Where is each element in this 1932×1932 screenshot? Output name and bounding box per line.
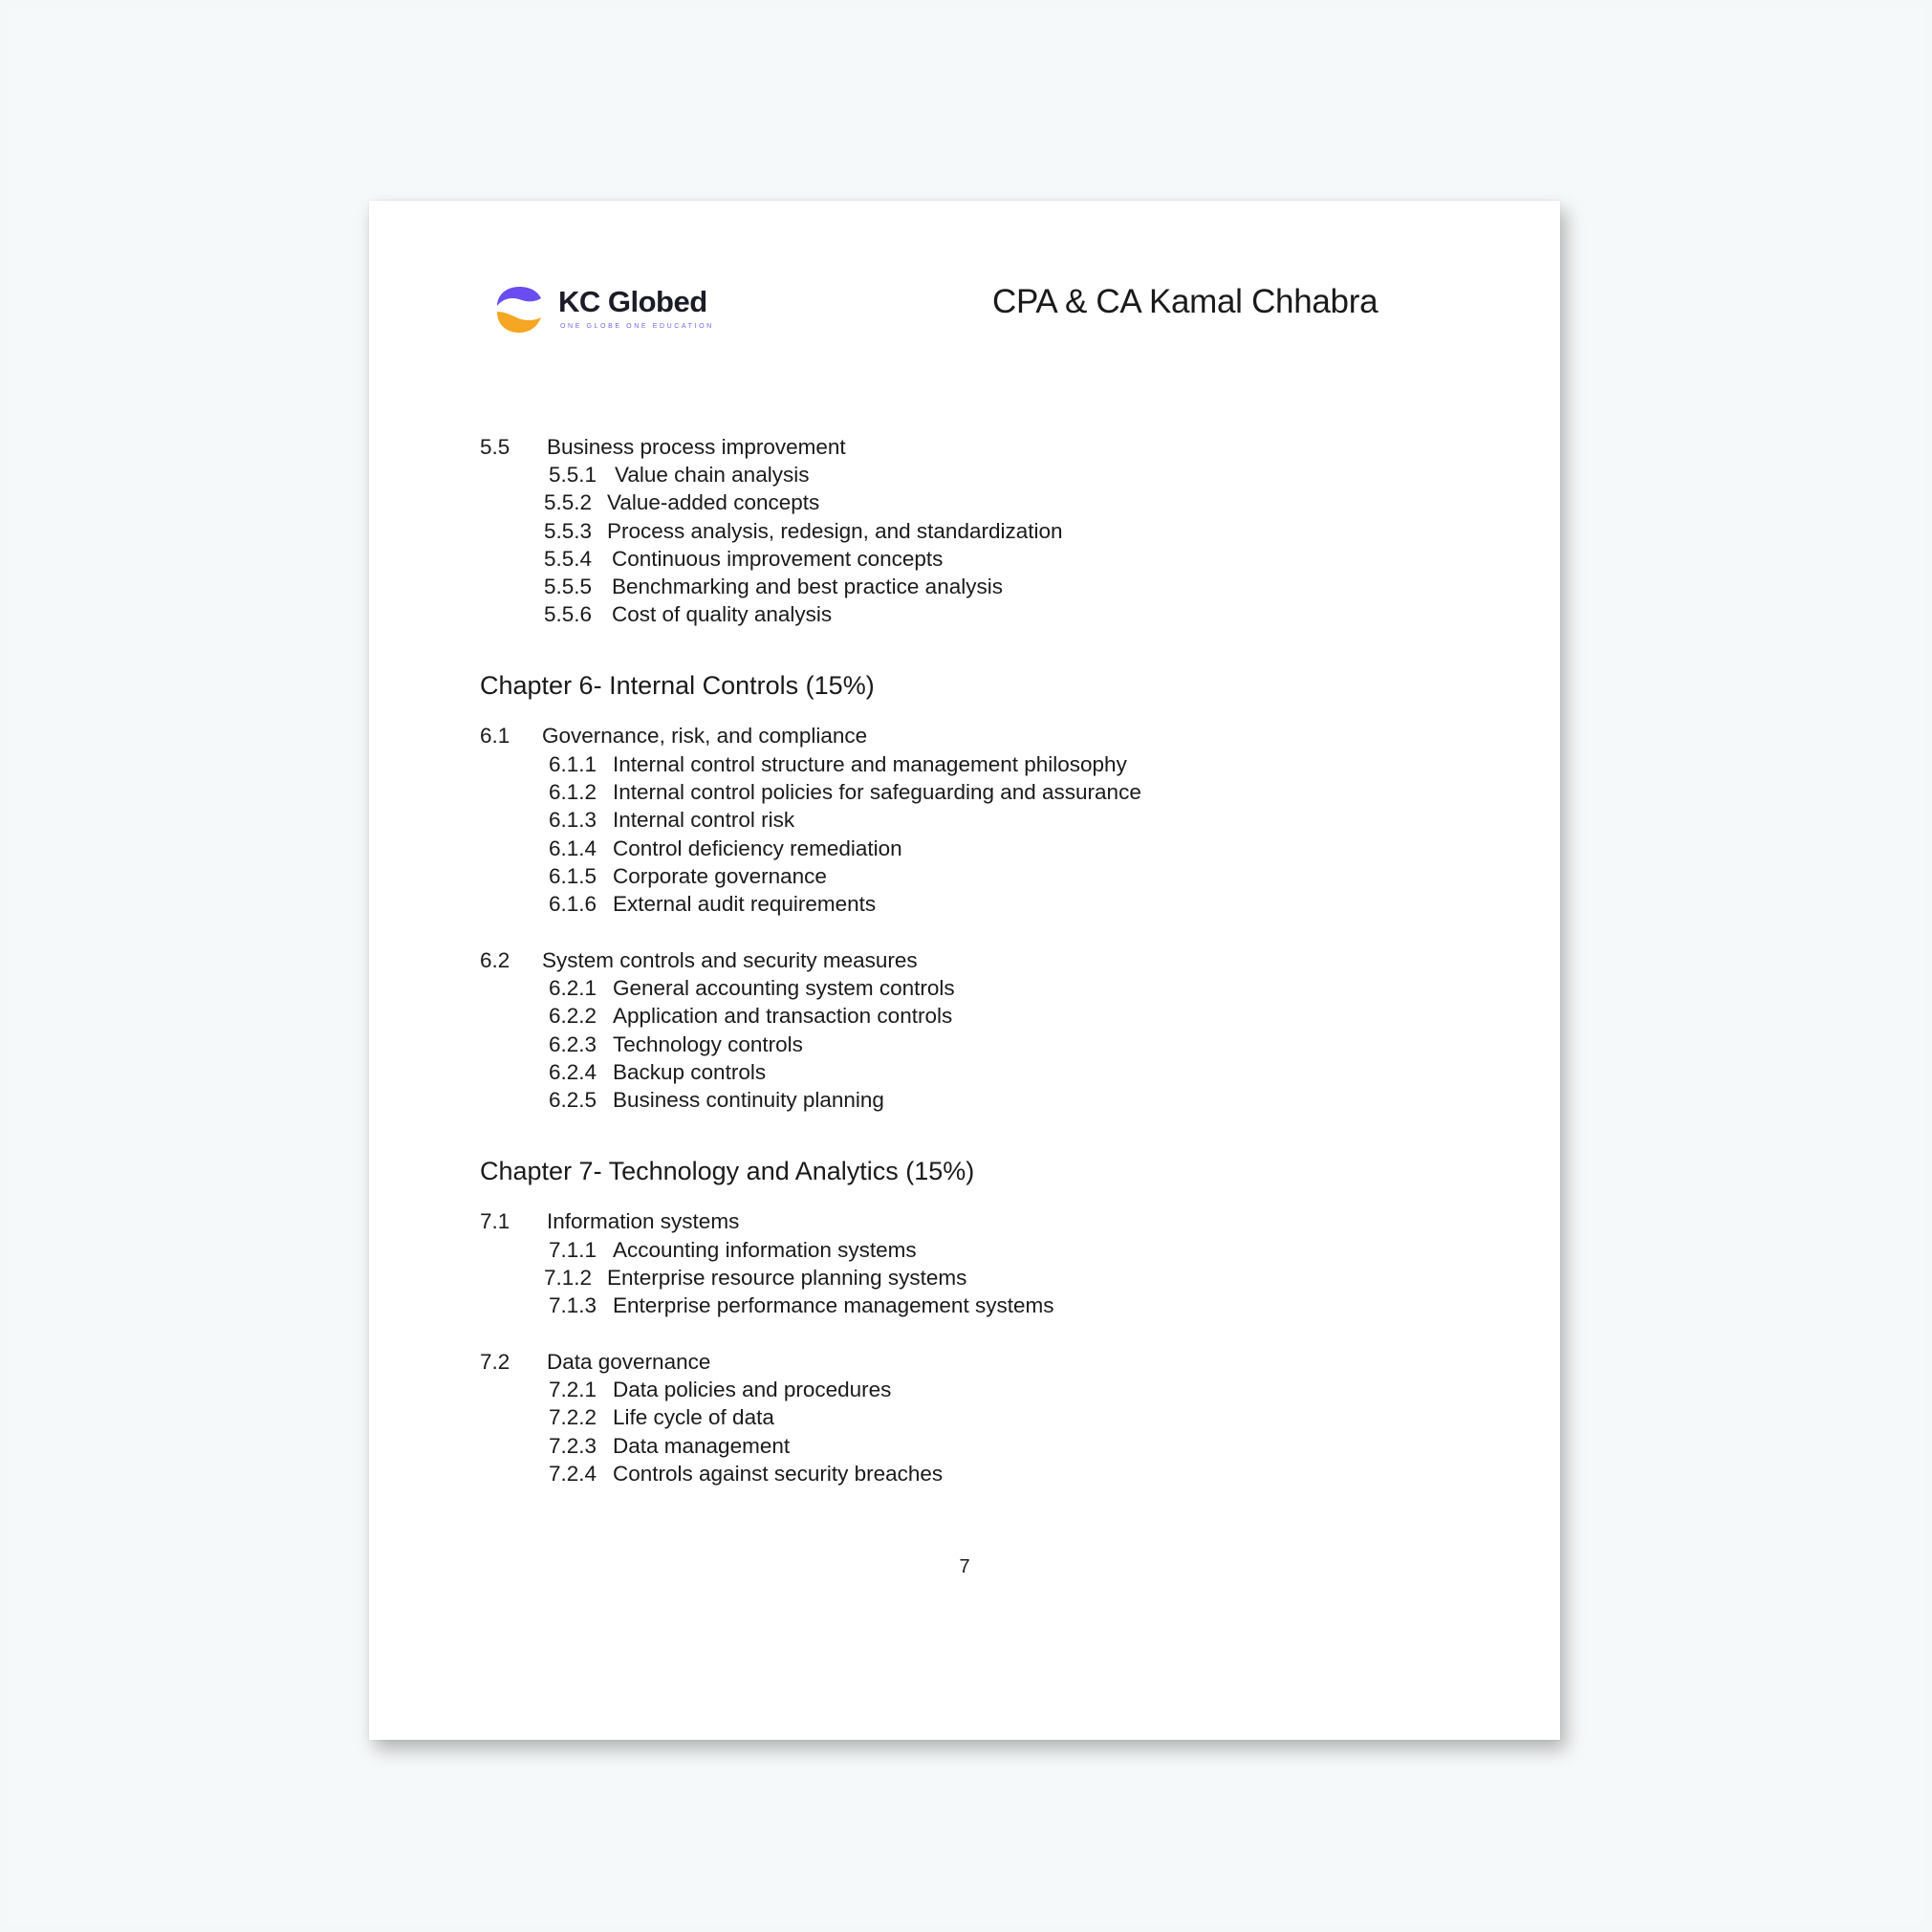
subsection-number: 6.2.5	[549, 1088, 597, 1112]
subsection-title: Internal control structure and management philosophy	[613, 752, 1127, 776]
subsection-number: 7.2.3	[549, 1434, 597, 1458]
logo-tagline: ONE GLOBE ONE EDUCATION	[560, 323, 714, 330]
author-name: CPA & CA Kamal Chhabra	[992, 283, 1378, 320]
background	[8, 8, 1924, 1924]
subsection-title: Internal control policies for safeguarding and assurance	[613, 780, 1141, 804]
subsection-number: 5.5.6	[544, 602, 593, 626]
subsection-title: Life cycle of data	[613, 1405, 774, 1429]
subsection-number: 6.1.3	[549, 808, 597, 832]
subsection-number: 6.1.6	[549, 892, 597, 916]
section-title: Data governance	[547, 1350, 711, 1374]
section-title: Business process improvement	[547, 435, 846, 459]
subsection-number: 7.2.2	[549, 1405, 597, 1429]
logo-name: KC Globed	[558, 285, 707, 318]
section-number: 7.2	[480, 1350, 510, 1374]
subsection-number: 6.2.4	[549, 1060, 597, 1084]
subsection-title: Enterprise performance management systems	[613, 1293, 1054, 1317]
subsection-number: 5.5.2	[544, 490, 593, 514]
subsection-title: Controls against security breaches	[613, 1462, 944, 1486]
subsection-title: Value chain analysis	[615, 463, 810, 487]
subsection-title: Data policies and procedures	[613, 1378, 892, 1401]
subsection-number: 6.2.3	[549, 1032, 597, 1056]
subsection-title: Benchmarking and best practice analysis	[612, 575, 1003, 598]
subsection-number: 6.1.2	[549, 780, 597, 804]
subsection-title: Business continuity planning	[613, 1088, 884, 1112]
subsection-title: Cost of quality analysis	[612, 602, 833, 626]
subsection-number: 7.2.1	[549, 1378, 597, 1401]
section-number: 5.5	[480, 435, 510, 459]
section-title: Information systems	[547, 1209, 740, 1233]
subsection-title: Technology controls	[613, 1032, 803, 1056]
subsection-number: 5.5.3	[544, 519, 593, 543]
subsection-title: Internal control risk	[613, 808, 795, 832]
subsection-number: 5.5.4	[544, 547, 593, 571]
subsection-title: Accounting information systems	[613, 1238, 917, 1262]
subsection-title: Backup controls	[613, 1060, 767, 1084]
chapter-7-heading: Chapter 7- Technology and Analytics (15%)	[480, 1157, 975, 1185]
subsection-number: 6.1.5	[549, 864, 597, 888]
subsection-title: Continuous improvement concepts	[612, 547, 944, 571]
subsection-title: General accounting system controls	[613, 976, 955, 1000]
page-number: 7	[959, 1556, 970, 1577]
subsection-title: Data management	[613, 1434, 791, 1458]
subsection-title: External audit requirements	[613, 892, 877, 916]
subsection-number: 6.2.1	[549, 976, 597, 1000]
subsection-title: Control deficiency remediation	[613, 836, 902, 860]
subsection-title: Enterprise resource planning systems	[607, 1266, 967, 1290]
subsection-title: Application and transaction controls	[613, 1004, 953, 1028]
subsection-number: 6.1.4	[549, 836, 597, 860]
document-page	[369, 201, 1560, 1740]
subsection-number: 6.1.1	[549, 752, 597, 776]
subsection-number: 7.1.1	[549, 1238, 597, 1262]
subsection-title: Corporate governance	[613, 864, 827, 888]
chapter-6-heading: Chapter 6- Internal Controls (15%)	[480, 671, 875, 700]
section-title: System controls and security measures	[542, 948, 918, 972]
subsection-number: 5.5.5	[544, 575, 593, 598]
section-number: 6.1	[480, 724, 510, 748]
logo	[493, 283, 723, 346]
section-number: 7.1	[480, 1209, 510, 1233]
subsection-number: 5.5.1	[549, 463, 597, 487]
section-number: 6.2	[480, 948, 510, 972]
subsection-title: Process analysis, redesign, and standardization	[607, 519, 1063, 543]
section-title: Governance, risk, and compliance	[542, 724, 868, 748]
subsection-number: 7.2.4	[549, 1462, 597, 1486]
subsection-number: 7.1.3	[549, 1293, 597, 1317]
subsection-title: Value-added concepts	[607, 490, 820, 514]
subsection-number: 6.2.2	[549, 1004, 597, 1028]
subsection-number: 7.1.2	[544, 1266, 593, 1290]
kc-globed-logo-icon	[493, 283, 545, 336]
